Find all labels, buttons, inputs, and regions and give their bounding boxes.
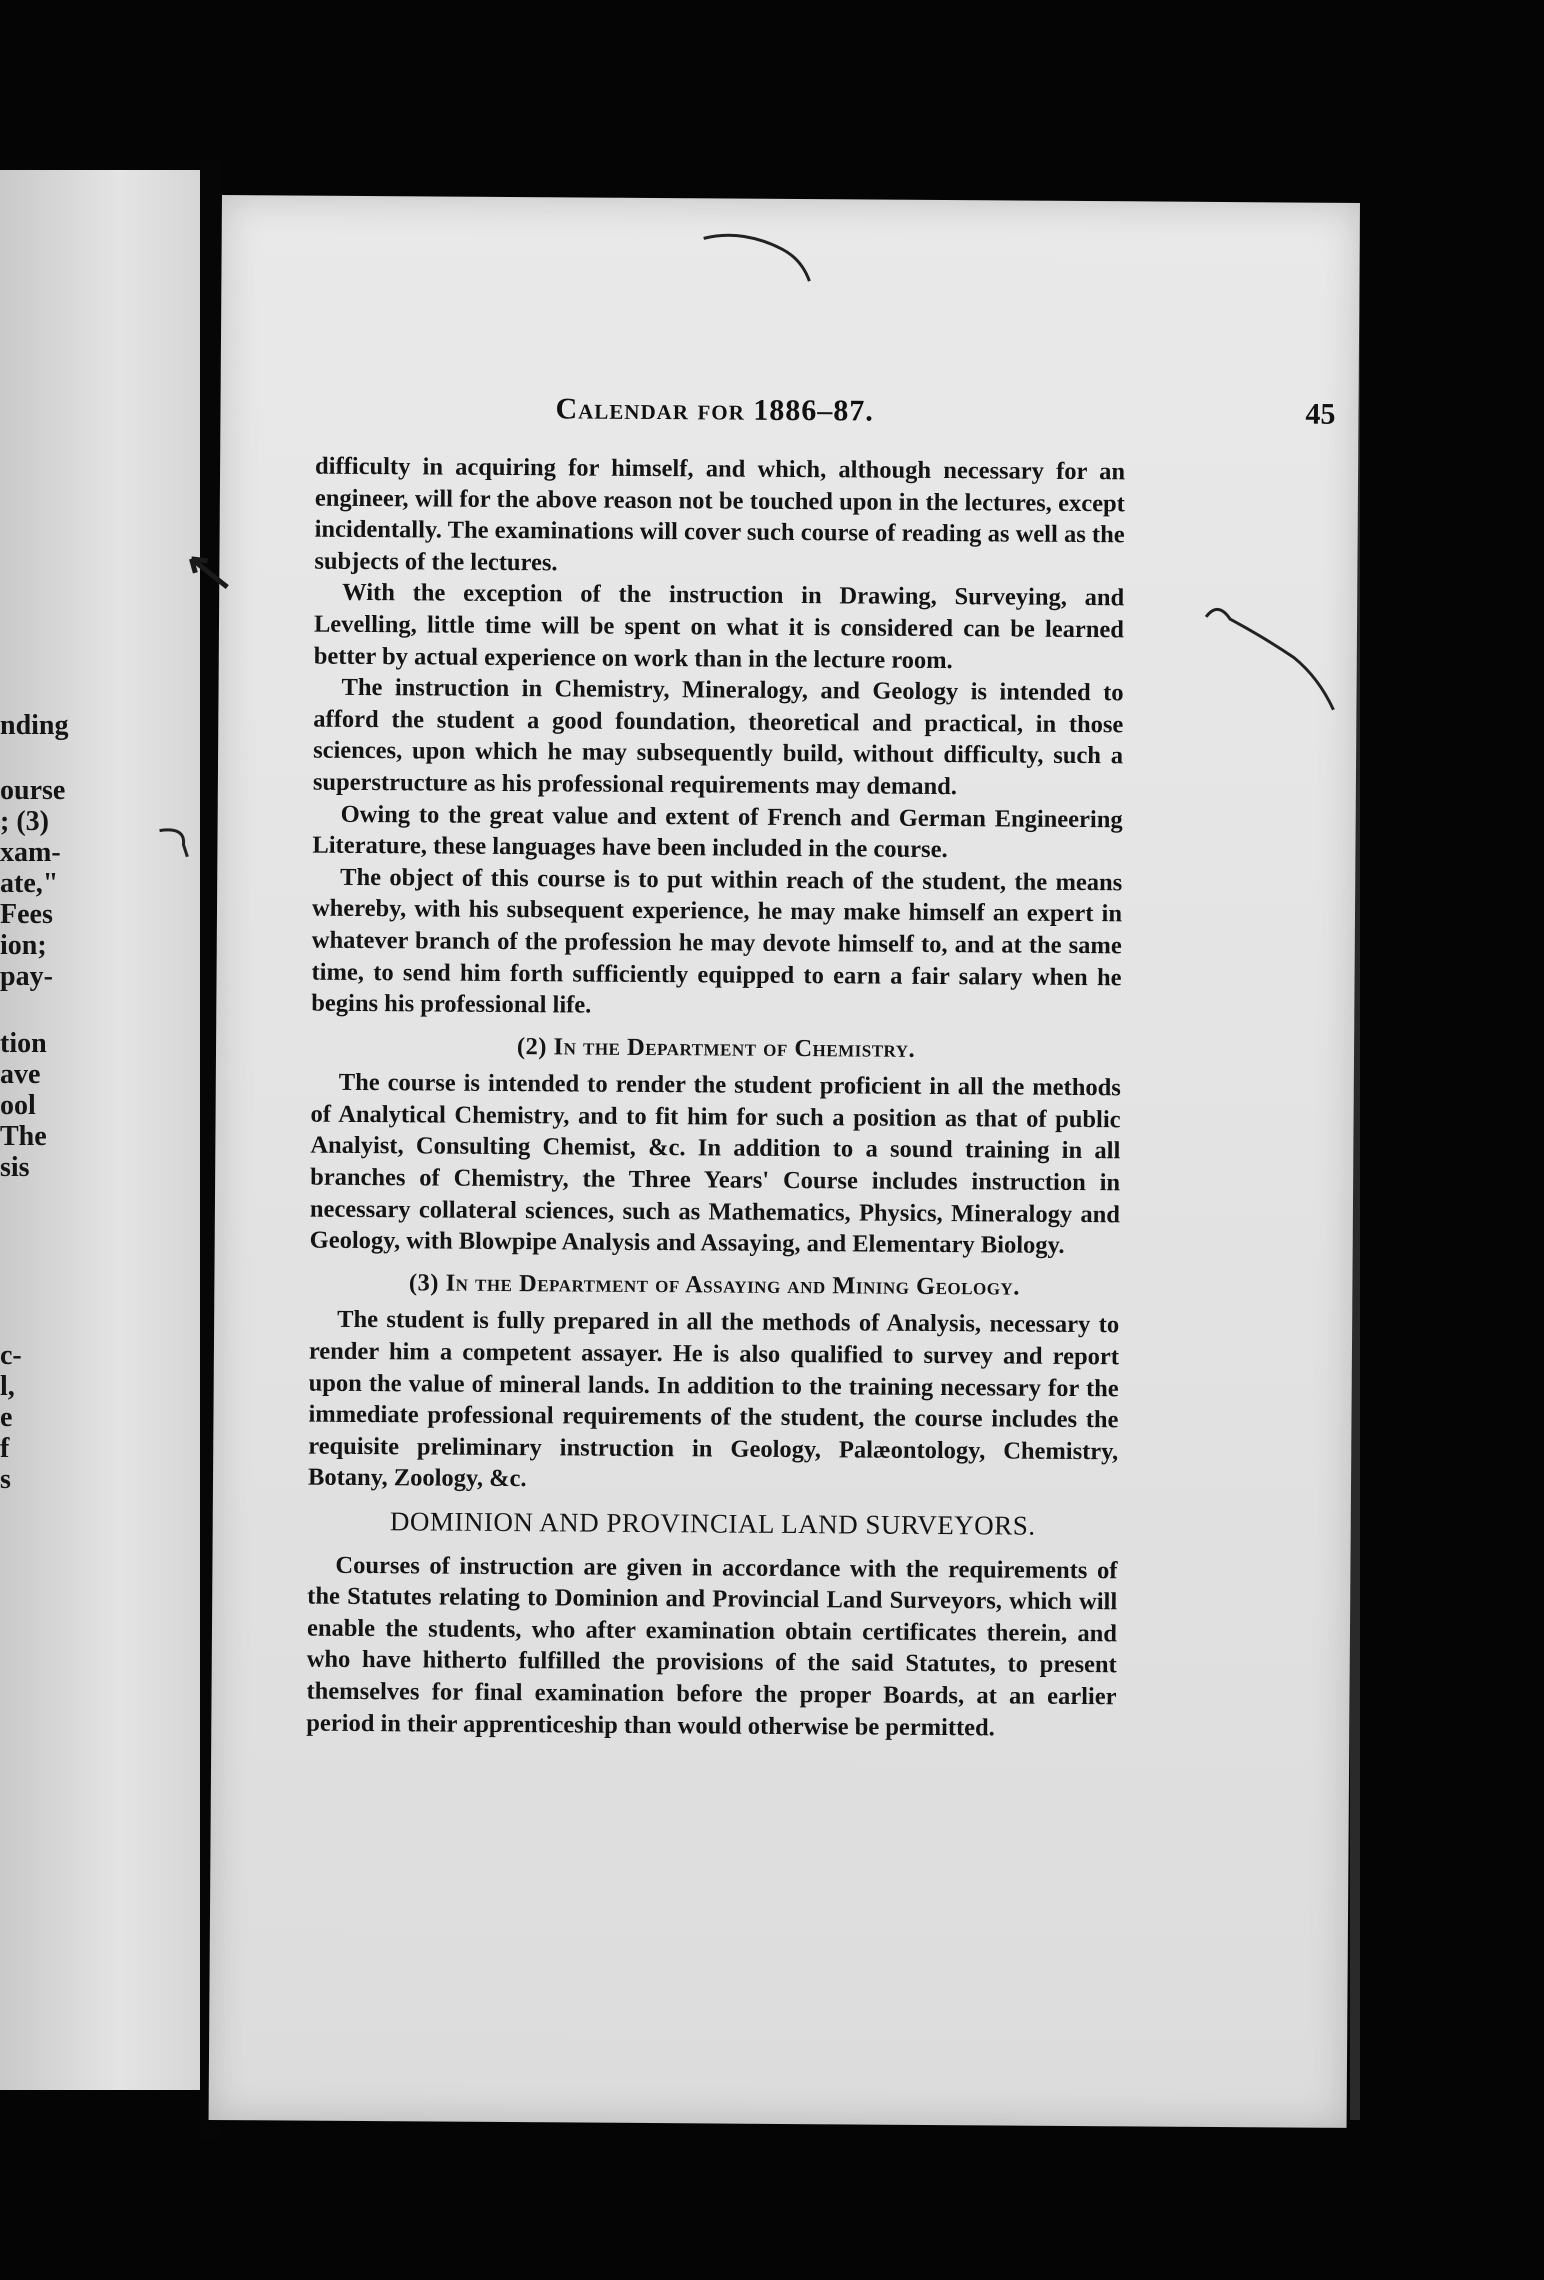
section-heading: (3) In the Department of Assaying and Mining Geology. <box>408 1269 1020 1301</box>
paragraph: Courses of instruction are given in accordance with the requirements of the Statutes relating to Dominion and Provincial Land Surveyors, which will enable the students, who after examination obtain certificates therein, and who have hitherto fulfilled the provisions of the said Statutes, to present themselves for final examination before the proper Boards, at an earlier period in their apprenticeship than would otherwise be permitted. <box>306 1551 1118 1741</box>
pencil-mark-top <box>701 228 821 289</box>
facing-page-fragment: Fees <box>0 899 53 930</box>
main-heading: DOMINION AND PROVINCIAL LAND SURVEYORS. <box>389 1506 1036 1541</box>
page-number: 45 <box>1305 397 1336 431</box>
paragraph: The instruction in Chemistry, Mineralogy, and Geology is intended to afford the student a good foundation, theoretical and practical, in those sciences, upon which he may subsequently build, without difficulty, such a superstructure as his professional requirements may demand. <box>312 674 1124 801</box>
paragraph: difficulty in acquiring for himself, and which, although necessary for an engineer, will for the above reason not be touched upon in the lectures, except incidentally. The examinations will cover such course of reading as well as the subjects of the lectures. <box>314 452 1126 577</box>
facing-page-fragment: e <box>0 1402 13 1433</box>
facing-page-fragment: ; (3) <box>0 806 49 837</box>
facing-page-fragment: ave <box>0 1059 41 1090</box>
facing-page-fragment: l, <box>0 1371 15 1402</box>
running-title: Calendar for 1886–87. <box>555 392 874 428</box>
paragraph: The student is fully prepared in all the methods of Analysis, necessary to render him a competent assayer. He is also qualified to survey and report upon the value of mineral lands. In addition to the training necessary for the immediate professional requirements of the student, the course includes the requisite preliminary instruction in Geology, Palæontology, Chemistry, Botany, Zoology, &c. <box>307 1306 1120 1493</box>
facing-page-edge <box>0 170 200 2090</box>
body-text <box>306 451 1125 1745</box>
paragraph: With the exception of the instruction in Drawing, Surveying, and Levelling, little time will be spent on what it is considered can be learned better by actual experience on work than in the lecture room. <box>313 579 1125 674</box>
running-header <box>555 392 1336 431</box>
facing-page-fragment: c- <box>0 1340 22 1371</box>
arrow-mark-left <box>187 555 233 595</box>
facing-page-fragment: The <box>0 1121 47 1152</box>
facing-page-fragment: nding <box>0 710 69 741</box>
facing-page-fragment: tion <box>0 1028 47 1059</box>
facing-page-fragment: xam- <box>0 837 61 868</box>
paragraph: The course is intended to render the student proficient in all the methods of Analytical Chemistry, and to fit him for such a position as that of public Analyist, Consulting Chemist, &c. In addition to a sound training in all branches of Chemistry, the Three Years' Course includes instruction in necessary collateral sciences, such as Mathematics, Physics, Mineralogy and Geology, with Blowpipe Analysis and Assaying, and Elementary Biology. <box>309 1069 1121 1260</box>
paragraph: The object of this course is to put within reach of the student, the means whereby, with his subsequent experience, he may make himself an expert in whatever branch of the profession he may devote himself to, and at the same time, to send him forth sufficiently equipped to earn a fair salary when he begins his professional life. <box>311 863 1123 1019</box>
document-page <box>209 195 1360 2128</box>
facing-page-fragment: ool <box>0 1090 36 1121</box>
paragraph: Owing to the great value and extent of French and German Engineering Literature, these languages have been included in the course. <box>312 800 1123 864</box>
pencil-line-right <box>1203 597 1344 718</box>
facing-page-fragment: pay- <box>0 961 53 992</box>
facing-page-fragment: sis <box>0 1152 30 1183</box>
facing-page-fragment: ourse <box>0 775 66 806</box>
section-heading: (2) In the Department of Chemistry. <box>516 1032 916 1063</box>
hook-mark-left <box>157 825 197 865</box>
facing-page-fragment: ate," <box>0 868 59 899</box>
facing-page-fragment: ion; <box>0 930 47 961</box>
facing-page-fragment: s <box>0 1464 11 1495</box>
facing-page-fragment: f <box>0 1433 10 1464</box>
